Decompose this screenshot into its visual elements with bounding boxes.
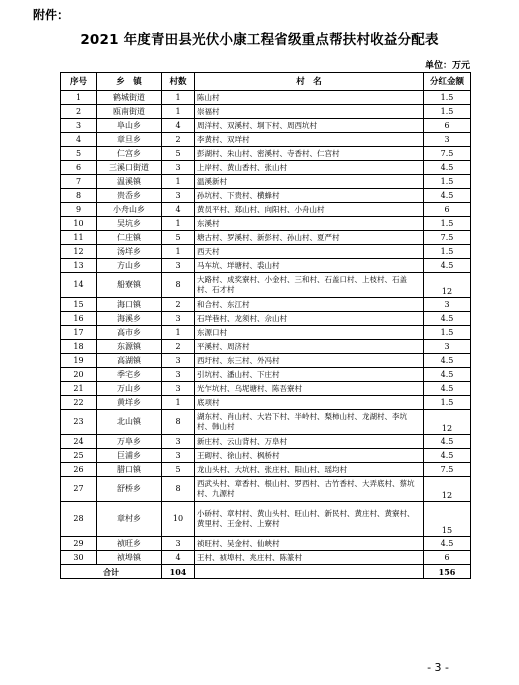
row-amount: 4.5 [424, 435, 471, 449]
row-amount: 7.5 [424, 231, 471, 245]
row-count: 3 [162, 368, 195, 382]
row-count: 3 [162, 435, 195, 449]
header-count: 村数 [162, 73, 195, 91]
row-no: 11 [61, 231, 97, 245]
table-row [61, 537, 471, 551]
table-row [61, 410, 471, 435]
row-amount: 6 [424, 203, 471, 217]
table-row [61, 326, 471, 340]
row-town: 三溪口街道 [97, 161, 162, 175]
table-row [61, 189, 471, 203]
row-count: 3 [162, 259, 195, 273]
row-town: 黄垟乡 [97, 396, 162, 410]
row-no: 13 [61, 259, 97, 273]
row-no: 27 [61, 477, 97, 502]
attachment-label: 附件： [33, 8, 70, 22]
row-count: 1 [162, 217, 195, 231]
total-empty [195, 565, 424, 579]
row-town: 方山乡 [97, 259, 162, 273]
table-header-row [61, 73, 471, 91]
row-no: 14 [61, 273, 97, 298]
row-count: 5 [162, 147, 195, 161]
table-row [61, 273, 471, 298]
table-row [61, 175, 471, 189]
row-count: 3 [162, 537, 195, 551]
table-row [61, 551, 471, 565]
row-villages: 引坑村、潘山村、下庄村 [195, 368, 424, 382]
row-town: 汤垟乡 [97, 245, 162, 259]
table-row [61, 368, 471, 382]
row-count: 1 [162, 326, 195, 340]
total-label: 合计 [61, 565, 162, 579]
row-town: 鹤城街道 [97, 91, 162, 105]
row-no: 26 [61, 463, 97, 477]
table-row [61, 105, 471, 119]
row-town: 北山镇 [97, 410, 162, 435]
document-title: 2021 年度青田县光伏小康工程省级重点帮扶村收益分配表 [80, 32, 439, 48]
header-villages: 村 名 [195, 73, 424, 91]
row-count: 4 [162, 551, 195, 565]
row-villages: 李黄村、双垟村 [195, 133, 424, 147]
row-villages: 塘古村、罗溪村、新彭村、孙山村、夏严村 [195, 231, 424, 245]
header-town: 乡 镇 [97, 73, 162, 91]
table-row [61, 298, 471, 312]
row-villages: 王村、祯埠村、兆庄村、陈篆村 [195, 551, 424, 565]
row-villages: 平溪村、周济村 [195, 340, 424, 354]
row-amount: 4.5 [424, 354, 471, 368]
row-amount: 15 [424, 502, 471, 537]
page-number: - 3 - [427, 661, 449, 674]
table-row [61, 161, 471, 175]
row-town: 贵岙乡 [97, 189, 162, 203]
row-town: 章旦乡 [97, 133, 162, 147]
row-villages: 崇福村 [195, 105, 424, 119]
row-villages: 大路村、成奖寮村、小金村、三和村、石盖口村、上枝村、石盖村、石才村 [195, 273, 424, 298]
row-no: 22 [61, 396, 97, 410]
row-villages: 陈山村 [195, 91, 424, 105]
row-villages: 马车坑、垟塘村、裘山村 [195, 259, 424, 273]
row-amount: 6 [424, 119, 471, 133]
row-no: 5 [61, 147, 97, 161]
row-villages: 西天村 [195, 245, 424, 259]
row-amount: 4.5 [424, 189, 471, 203]
row-villages: 光乍坑村、乌坭塘村、陈吾寮村 [195, 382, 424, 396]
total-count: 104 [162, 565, 195, 579]
row-no: 2 [61, 105, 97, 119]
row-town: 仁庄镇 [97, 231, 162, 245]
row-villages: 孙坑村、下贵村、横蜂村 [195, 189, 424, 203]
row-villages: 东溪村 [195, 217, 424, 231]
table-row [61, 119, 471, 133]
row-no: 20 [61, 368, 97, 382]
row-villages: 西武头村、章香村、根山村、罗西村、古竹香村、大弄底村、蔡坑村、九源村 [195, 477, 424, 502]
row-no: 17 [61, 326, 97, 340]
row-no: 7 [61, 175, 97, 189]
row-no: 21 [61, 382, 97, 396]
row-no: 18 [61, 340, 97, 354]
row-town: 仁宫乡 [97, 147, 162, 161]
row-town: 瓯南街道 [97, 105, 162, 119]
row-villages: 西圩村、东三村、外冯村 [195, 354, 424, 368]
row-count: 3 [162, 312, 195, 326]
row-no: 19 [61, 354, 97, 368]
row-town: 温溪镇 [97, 175, 162, 189]
row-count: 3 [162, 354, 195, 368]
row-town: 吴坑乡 [97, 217, 162, 231]
table-row [61, 477, 471, 502]
row-town: 海溪乡 [97, 312, 162, 326]
row-town: 阜山乡 [97, 119, 162, 133]
table-row [61, 502, 471, 537]
row-amount: 7.5 [424, 147, 471, 161]
row-villages: 新庄村、云山背村、万阜村 [195, 435, 424, 449]
distribution-table [60, 72, 471, 579]
row-town: 海口镇 [97, 298, 162, 312]
row-amount: 6 [424, 551, 471, 565]
row-amount: 4.5 [424, 368, 471, 382]
table-row [61, 245, 471, 259]
row-town: 船寮镇 [97, 273, 162, 298]
row-villages: 祯旺村、吴金村、仙峡村 [195, 537, 424, 551]
row-villages: 黄员平村、郑山村、向阳村、小舟山村 [195, 203, 424, 217]
row-amount: 3 [424, 133, 471, 147]
row-amount: 4.5 [424, 312, 471, 326]
table-row [61, 133, 471, 147]
table-row [61, 231, 471, 245]
row-amount: 4.5 [424, 537, 471, 551]
row-count: 1 [162, 91, 195, 105]
row-amount: 1.5 [424, 326, 471, 340]
row-town: 万阜乡 [97, 435, 162, 449]
row-town: 舒桥乡 [97, 477, 162, 502]
table-row [61, 340, 471, 354]
row-amount: 4.5 [424, 259, 471, 273]
row-no: 1 [61, 91, 97, 105]
row-villages: 龙山头村、大坑村、张庄村、阳山村、瑶均村 [195, 463, 424, 477]
table-body [61, 91, 471, 579]
row-amount: 1.5 [424, 175, 471, 189]
row-count: 8 [162, 273, 195, 298]
row-no: 9 [61, 203, 97, 217]
row-no: 29 [61, 537, 97, 551]
row-no: 4 [61, 133, 97, 147]
row-amount: 4.5 [424, 449, 471, 463]
row-villages: 彭湖村、朱山村、密溪村、寺香村、仁宫村 [195, 147, 424, 161]
row-town: 巨浦乡 [97, 449, 162, 463]
row-no: 6 [61, 161, 97, 175]
total-amount: 156 [424, 565, 471, 579]
row-count: 2 [162, 133, 195, 147]
row-amount: 1.5 [424, 217, 471, 231]
row-no: 16 [61, 312, 97, 326]
row-count: 3 [162, 382, 195, 396]
row-villages: 温溪新村 [195, 175, 424, 189]
row-villages: 东源口村 [195, 326, 424, 340]
row-villages: 周洋村、双溪村、垌下村、周西坑村 [195, 119, 424, 133]
row-no: 10 [61, 217, 97, 231]
row-count: 4 [162, 119, 195, 133]
row-town: 季宅乡 [97, 368, 162, 382]
row-town: 东源镇 [97, 340, 162, 354]
row-amount: 12 [424, 410, 471, 435]
row-amount: 4.5 [424, 161, 471, 175]
row-count: 5 [162, 231, 195, 245]
row-villages: 和合村、东江村 [195, 298, 424, 312]
row-town: 祯埠镇 [97, 551, 162, 565]
row-no: 25 [61, 449, 97, 463]
row-amount: 3 [424, 298, 471, 312]
row-town: 章村乡 [97, 502, 162, 537]
row-no: 12 [61, 245, 97, 259]
row-count: 3 [162, 449, 195, 463]
table-row [61, 449, 471, 463]
header-amount: 分红金额 [424, 73, 471, 91]
row-amount: 4.5 [424, 382, 471, 396]
row-amount: 1.5 [424, 396, 471, 410]
row-amount: 7.5 [424, 463, 471, 477]
row-amount: 1.5 [424, 245, 471, 259]
row-town: 小舟山乡 [97, 203, 162, 217]
row-count: 10 [162, 502, 195, 537]
row-town: 祯旺乡 [97, 537, 162, 551]
table-row [61, 435, 471, 449]
table-row [61, 91, 471, 105]
row-count: 1 [162, 396, 195, 410]
table-row [61, 147, 471, 161]
row-no: 28 [61, 502, 97, 537]
row-town: 高湖镇 [97, 354, 162, 368]
row-amount: 12 [424, 477, 471, 502]
table-row [61, 217, 471, 231]
row-town: 高市乡 [97, 326, 162, 340]
row-count: 3 [162, 161, 195, 175]
row-villages: 石垟巷村、龙须村、佘山村 [195, 312, 424, 326]
table-row [61, 463, 471, 477]
row-amount: 1.5 [424, 105, 471, 119]
row-no: 23 [61, 410, 97, 435]
row-no: 3 [61, 119, 97, 133]
row-count: 3 [162, 189, 195, 203]
row-count: 2 [162, 340, 195, 354]
header-no: 序号 [61, 73, 97, 91]
row-town: 腊口镇 [97, 463, 162, 477]
table-row [61, 382, 471, 396]
row-count: 5 [162, 463, 195, 477]
row-amount: 3 [424, 340, 471, 354]
row-no: 24 [61, 435, 97, 449]
total-row [61, 565, 471, 579]
table-row [61, 203, 471, 217]
row-amount: 1.5 [424, 91, 471, 105]
row-amount: 12 [424, 273, 471, 298]
unit-label: 单位：万元 [424, 61, 470, 71]
row-count: 2 [162, 298, 195, 312]
row-count: 4 [162, 203, 195, 217]
row-town: 万山乡 [97, 382, 162, 396]
row-no: 30 [61, 551, 97, 565]
row-no: 15 [61, 298, 97, 312]
row-count: 8 [162, 410, 195, 435]
row-count: 1 [162, 175, 195, 189]
row-no: 8 [61, 189, 97, 203]
table-row [61, 312, 471, 326]
row-villages: 小硚村、章村村、黄山头村、旺山村、新民村、黄庄村、黄寮村、黄里村、王金村、上寮村 [195, 502, 424, 537]
table-row [61, 259, 471, 273]
row-villages: 底项村 [195, 396, 424, 410]
table-row [61, 354, 471, 368]
row-villages: 王砌村、徐山村、枫桥村 [195, 449, 424, 463]
row-count: 1 [162, 245, 195, 259]
row-villages: 上岸村、黄山香村、张山村 [195, 161, 424, 175]
row-villages: 湖东村、肖山村、大岩下村、半岭村、梨柿山村、龙湖村、李坑村、韩山村 [195, 410, 424, 435]
row-count: 8 [162, 477, 195, 502]
row-count: 1 [162, 105, 195, 119]
table-row [61, 396, 471, 410]
